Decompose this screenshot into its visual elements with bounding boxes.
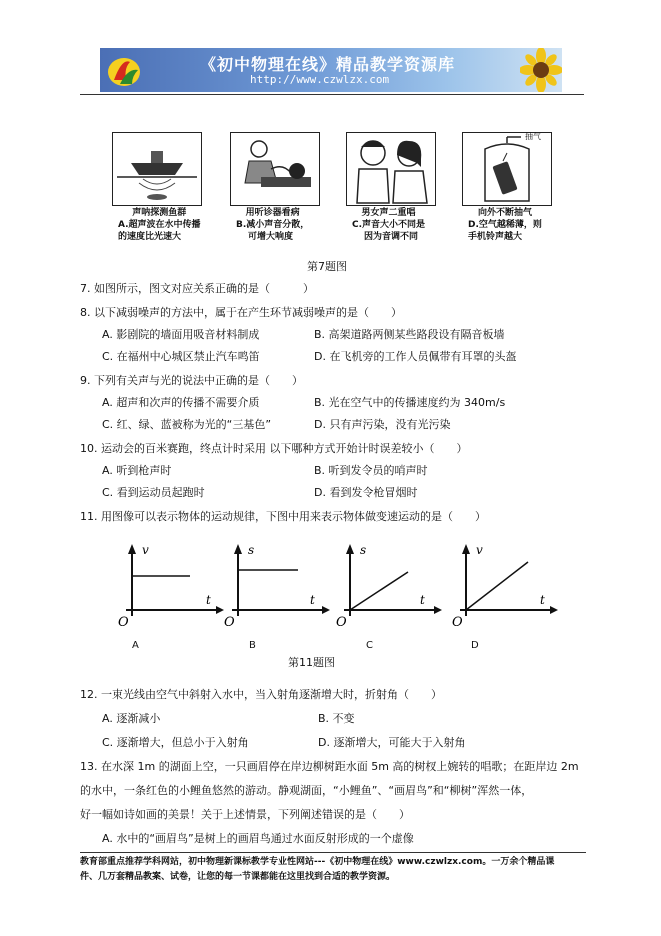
graph-d-origin: O <box>452 615 463 628</box>
panel-d-name: 向外不断抽气 <box>477 208 532 218</box>
sonar-fish-illustration <box>112 132 202 206</box>
pump-label: 抽气 <box>525 132 541 141</box>
bell-jar-phone-icon <box>463 133 551 205</box>
graph-c-x-label: t <box>420 593 425 607</box>
q13-line3: 好一幅如诗如画的美景！关于上述情景，下列阐述错误的是（ ） <box>80 808 410 821</box>
q10-stem: 10. 运动会的百米赛跑，终点计时采用 以下哪种方式开始计时误差较小（ ） <box>80 442 468 455</box>
doctor-patient-icon <box>231 133 319 205</box>
graph-d-y-label: v <box>476 543 483 557</box>
graph-c-line <box>350 572 408 610</box>
sonar-ship-icon <box>113 133 201 205</box>
graph-c <box>330 542 450 628</box>
q8-stem: 8. 以下减弱噪声的方法中，属于在产生环节减弱噪声的是（ ） <box>80 306 402 319</box>
stethoscope-illustration <box>230 132 320 206</box>
graph-a-y-label: v <box>142 543 149 557</box>
site-logo-icon <box>104 50 144 90</box>
q8-option-c: C. 在福州中心城区禁止汽车鸣笛 <box>102 350 260 363</box>
footer-divider <box>80 852 586 853</box>
footer-line1: 教育部重点推荐学科网站，初中物理新课标教学专业性网站---《初中物理在线》www.czwlzx.com。一万余个精品课 <box>80 857 555 867</box>
q9-option-c: C. 红、绿、蓝被称为光的“三基色” <box>102 418 272 431</box>
panel-c-caption <box>352 207 425 243</box>
panel-c-desc1: C.声音大小不同是 <box>352 220 426 230</box>
graph-d-label: D <box>471 640 479 651</box>
graph-a-x-label: t <box>206 593 211 607</box>
q12-option-d: D. 逐渐增大，可能大于入射角 <box>318 736 466 749</box>
q9-stem: 9. 下列有关声与光的说法中正确的是（ ） <box>80 374 303 387</box>
panel-b-desc1: B.减小声音分散， <box>236 220 310 230</box>
graph-b-y-label: s <box>248 543 255 557</box>
q13-line2: 的水中，一条红色的小鲤鱼悠然的游动。静观湖面，“小鲤鱼”、“画眉鸟”和“柳树”浑然一体， <box>80 784 533 797</box>
q8-option-b: B. 高架道路两侧某些路段设有隔音板墙 <box>314 328 505 341</box>
header-title: 《初中物理在线》精品教学资源库 <box>200 55 456 74</box>
figure11-caption: 第11题图 <box>288 656 335 669</box>
graph-b <box>218 542 338 628</box>
q8-option-d: D. 在飞机旁的工作人员佩带有耳罩的头盔 <box>314 350 517 363</box>
graph-a-origin: O <box>118 615 129 628</box>
figure7-caption: 第7题图 <box>307 260 347 273</box>
panel-d-caption <box>468 207 542 243</box>
header-divider <box>80 94 584 95</box>
graph-c-origin: O <box>336 615 347 628</box>
graph-b-x-label: t <box>310 593 315 607</box>
graph-b-origin: O <box>224 615 235 628</box>
panel-a-name: 声呐探测鱼群 <box>132 208 187 218</box>
q11-stem: 11. 用图像可以表示物体的运动规律，下图中用来表示物体做变速运动的是（ ） <box>80 510 486 523</box>
page-footer <box>80 855 586 885</box>
duet-illustration <box>346 132 436 206</box>
header-url[interactable]: http://www.czwlzx.com <box>250 73 390 86</box>
panel-c-desc2: 因为音调不同 <box>364 232 419 242</box>
graph-a <box>112 542 232 628</box>
panel-d-desc2: 手机铃声越大 <box>468 232 523 242</box>
singers-icon <box>347 133 435 205</box>
graph-d-x-label: t <box>540 593 545 607</box>
panel-a-caption <box>118 207 201 243</box>
q10-option-a: A. 听到枪声时 <box>102 464 172 477</box>
footer-line2: 件、几万套精品教案、试卷，让您的每一节课都能在这里找到合适的教学资源。 <box>80 872 396 882</box>
sunflower-icon <box>520 48 562 92</box>
q12-option-c: C. 逐渐增大，但总小于入射角 <box>102 736 249 749</box>
q12-option-b: B. 不变 <box>318 712 355 725</box>
panel-a-desc1: A.超声波在水中传播 <box>118 220 201 230</box>
q10-option-d: D. 看到发令枪冒烟时 <box>314 486 418 499</box>
q9-option-d: D. 只有声污染，没有光污染 <box>314 418 451 431</box>
q7-stem: 7. 如图所示，图文对应关系正确的是（ ） <box>80 282 314 295</box>
q9-option-b: B. 光在空气中的传播速度约为 340m/s <box>314 396 506 409</box>
panel-b-name: 用听诊器看病 <box>245 208 300 218</box>
graph-c-label: C <box>366 640 373 651</box>
q9-option-a: A. 超声和次声的传播不需要介质 <box>102 396 260 409</box>
q10-option-c: C. 看到运动员起跑时 <box>102 486 205 499</box>
q8-option-a: A. 影剧院的墙面用吸音材料制成 <box>102 328 260 341</box>
q12-option-a: A. 逐渐减小 <box>102 712 161 725</box>
q10-option-b: B. 听到发令员的哨声时 <box>314 464 428 477</box>
panel-a-desc2: 的速度比光速大 <box>118 232 182 242</box>
panel-d-desc1: D.空气越稀薄，则 <box>468 220 542 230</box>
panel-c-name: 男女声二重唱 <box>361 208 416 218</box>
panel-b-desc2: 可增大响度 <box>248 232 294 242</box>
graph-d <box>446 542 566 628</box>
q13-option-a: A. 水中的“画眉鸟”是树上的画眉鸟通过水面反射形成的一个虚像 <box>102 832 414 845</box>
panel-b-caption <box>236 207 309 243</box>
graph-c-y-label: s <box>360 543 367 557</box>
q12-stem: 12. 一束光线由空气中斜射入水中，当入射角逐渐增大时，折射角（ ） <box>80 688 442 701</box>
q13-line1: 13. 在水深 1m 的湖面上空，一只画眉停在岸边柳树距水面 5m 高的树杈上婉转的唱歌；在距岸边 2m <box>80 760 579 773</box>
graph-d-line <box>466 562 528 610</box>
vacuum-jar-illustration <box>462 132 552 206</box>
header-banner <box>100 48 562 92</box>
graph-b-label: B <box>249 640 256 651</box>
graph-a-label: A <box>132 640 139 651</box>
